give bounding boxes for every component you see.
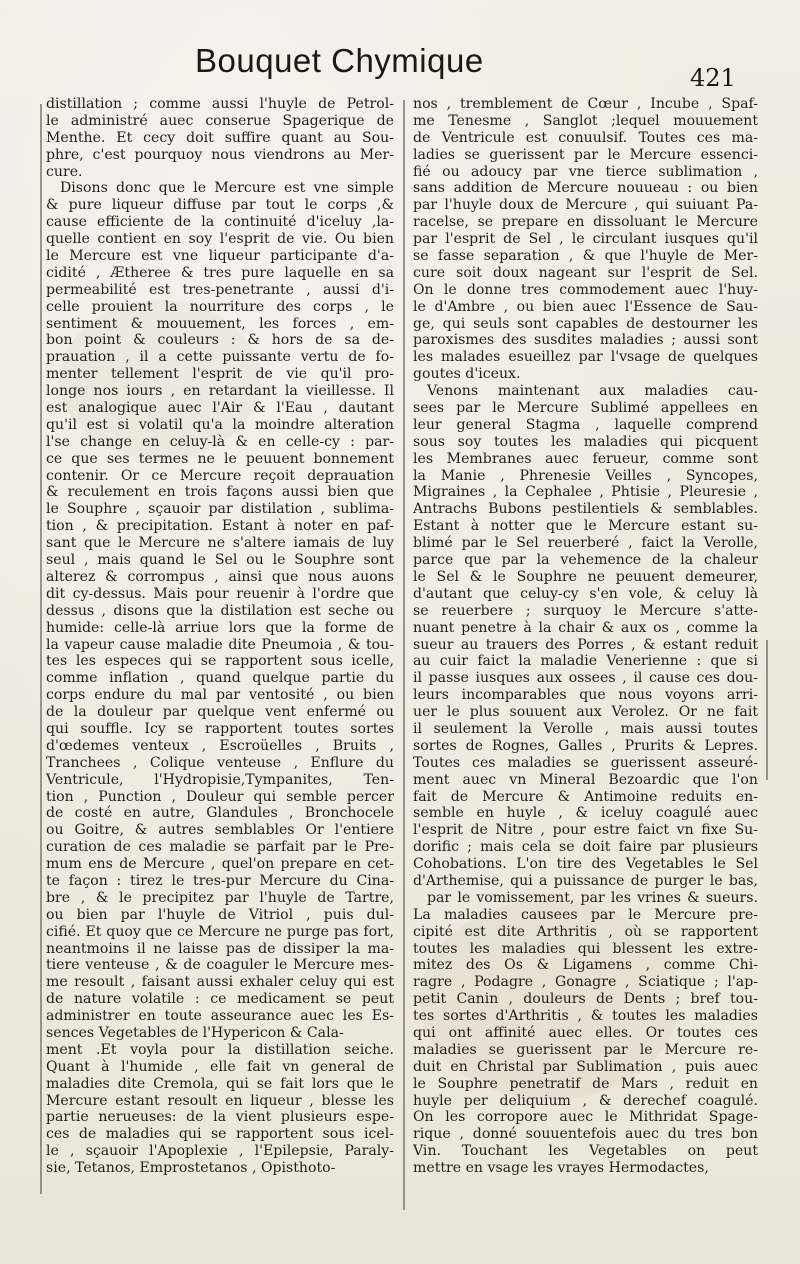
text-line: bon point & couleurs : & hors de sa de- — [46, 332, 394, 349]
text-line: Quant à l'humide , elle fait vn general de — [46, 1058, 394, 1075]
text-line: & reculement en trois façons aussi bien que — [46, 484, 394, 501]
text-line: phre, c'est pourquoy nous viendrons au Mer- — [46, 146, 394, 163]
text-line: l'se change en celuy-là & en celle-cy : par- — [46, 433, 394, 450]
text-line: de nature volatile : ce medicament se peut — [46, 991, 394, 1008]
text-line: de la douleur par quelque vent enfermé ou — [46, 704, 394, 721]
text-line: semble en huyle , & iceluy coagulé auec — [413, 805, 758, 822]
text-line: On les corropore auec le Mithridat Spage- — [413, 1109, 758, 1126]
text-line: il seulement la Verolle , mais aussi toutes — [413, 720, 758, 737]
text-line: cause efficiente de la continuité d'iceluy ,la- — [46, 214, 394, 231]
text-line: & pure liqueur diffuse par tout le corps ,& — [46, 197, 394, 214]
text-line: dessus , disons que la distilation est seche ou — [46, 602, 394, 619]
text-line: permeabilité est tres-penetrante , aussi d'i- — [46, 281, 394, 298]
text-line: huyle per deliquium , & derechef coagulé. — [413, 1092, 758, 1109]
text-line: sous soy toutes les maladies qui picquent — [413, 433, 758, 450]
text-line: Disons donc que le Mercure est vne simple — [60, 180, 394, 197]
text-line: cifié. Et quoy que ce Mercure ne purge pas fort, — [46, 923, 394, 940]
text-line: Tranchees , Colique venteuse , Enflure du — [46, 754, 394, 771]
text-line: ment .Et voyla pour la distillation seiche. — [46, 1041, 394, 1058]
text-line: le Souphre penetratif de Mars , reduit en — [413, 1075, 758, 1092]
text-line: d'autant que celuy-cy s'en vole, & celuy là — [413, 585, 758, 602]
text-line: uer le plus souuent aux Verolez. Or ne fait — [413, 704, 758, 721]
text-line: fait de Mercure & Antimoine reduits en- — [413, 788, 758, 805]
text-line: petit Canin , douleurs de Dents ; bref tou- — [413, 991, 758, 1008]
text-line: contenir. Or ce Mercure reçoit deprauation — [46, 467, 394, 484]
text-line: il passe iusques aux ossees , il cause ces dou- — [413, 670, 758, 687]
text-line: se reuerbere ; surquoy le Mercure s'atte- — [413, 602, 758, 619]
text-line: menter tellement l'esprit de vie qu'il pro- — [46, 366, 394, 383]
text-line: distillation ; comme aussi l'huyle de Petrol- — [46, 96, 394, 112]
text-line: les Membranes auec ferueur, comme sont — [413, 450, 758, 467]
text-line: les malades esueillez par l'vsage de quelques — [413, 349, 758, 366]
text-line: ces de maladies qui se rapportent sous icel- — [46, 1126, 394, 1143]
text-line: racelse, se prepare en dissoluant le Mercure — [413, 214, 758, 231]
text-line: sences Vegetables de l'Hypericon & Cala- — [46, 1024, 344, 1041]
text-line: le administré auec conserue Spagerique de — [46, 112, 394, 129]
text-line: Venons maintenant aux maladies cau- — [427, 383, 758, 400]
text-line: quelle contient en soy l'esprit de vie. Ou bien — [46, 231, 394, 248]
text-line: de costé en autre, Glandules , Bronchocele — [46, 805, 394, 822]
text-line: ou Goitre, & autres semblables Or l'entiere — [46, 822, 394, 839]
page-number: 421 — [690, 64, 736, 92]
text-line: se fasse separation , & que l'huyle de Mer- — [413, 248, 758, 265]
text-line: au cuir faict la maladie Venerienne : que si — [413, 653, 758, 670]
text-line: sueur au trauers des Porres , & estant reduit — [413, 636, 758, 653]
text-line: Vin. Touchant les Vegetables on peut — [413, 1143, 758, 1160]
text-line: comme inflation , quand quelque partie du — [46, 670, 394, 687]
text-line: humide: celle-là arriue lors que la forme de — [46, 619, 394, 636]
text-line: cure. — [46, 163, 83, 180]
text-line: d'œdemes venteux , Escroüelles , Bruits , — [46, 737, 394, 754]
text-line: bre , & le precipitez par l'huyle de Tartre, — [46, 889, 394, 906]
right-margin-rule — [766, 640, 768, 780]
text-line: ou bien par l'huyle de Vitriol , puis dul- — [46, 906, 394, 923]
text-line: me resoult , faisant aussi exhaler celuy qui est — [46, 974, 394, 991]
text-line: leur general Stagma , laquelle comprend — [413, 416, 758, 433]
text-line: Toutes ces maladies se guerissent asseuré- — [413, 754, 758, 771]
text-line: La maladies causees par le Mercure pre- — [413, 906, 758, 923]
running-head — [0, 38, 800, 98]
text-line: sentiment & mouuement, les forces , em- — [46, 315, 394, 332]
column-divider — [403, 100, 405, 1210]
text-line: dit cy-dessus. Mais pour reuenir à l'ordre que — [46, 585, 394, 602]
text-line: Cohobations. L'on tire des Vegetables le Sel — [413, 856, 758, 873]
text-line: sant que le Mercure ne s'altere iamais de luy — [46, 535, 394, 552]
text-line: nos , tremblement de Cœur , Incube , Spaf- — [413, 96, 758, 112]
text-line: par le vomissement, par les vrines & sueurs. — [427, 889, 758, 906]
text-line: tes sortes d'Arthritis , & toutes les maladies — [413, 1008, 758, 1025]
text-line: alterez & corrompus , ainsi que nous auons — [46, 568, 394, 585]
text-line: curation de ces maladie se parfait par le Pre- — [46, 839, 394, 856]
text-line: administrer en toute asseurance auec les Es- — [46, 1008, 394, 1025]
text-line: par l'huyle doux de Mercure , qui suiuant Pa- — [413, 197, 758, 214]
text-line: ment auec vn Mineral Bezoardic que l'on — [413, 771, 758, 788]
text-line: mettre en vsage les vrayes Hermodactes, — [413, 1160, 709, 1177]
text-line: le Mercure est vne liqueur participante d'a- — [46, 248, 394, 265]
text-line: leurs incomparables que nous voyons arri- — [413, 687, 758, 704]
text-line: le d'Ambre , ou bien auec l'Essence de Sau- — [413, 298, 758, 315]
text-line: seul , mais quand le Sel ou le Souphre sont — [46, 552, 394, 569]
text-line: parce que par la vehemence de la chaleur — [413, 552, 758, 569]
text-line: ladies se guerissent par le Mercure essenci- — [413, 146, 758, 163]
text-line: me Tenesme , Sanglot ;lequel mouuement — [413, 112, 758, 129]
text-line: qui ont affinité auec elles. Or toutes ces — [413, 1024, 758, 1041]
text-line: par l'esprit de Sel , le circulant iusques qu'il — [413, 231, 758, 248]
text-line: dorific ; mais cela se doit faire par plusieurs — [413, 839, 758, 856]
text-line: est analogique auec l'Air & l'Eau , dautant — [46, 400, 394, 417]
text-line: tion , Punction , Douleur qui semble percer — [46, 788, 394, 805]
left-text-column — [46, 96, 394, 1177]
text-line: ragre , Podagre , Gonagre , Sciatique ; l'ap- — [413, 974, 758, 991]
page-title: Bouquet Chymique — [195, 42, 484, 79]
text-line: qui souffle. Icy se rapportent toutes sortes — [46, 720, 394, 737]
text-line: le Sel & le Souphre ne peuuent demeurer, — [413, 568, 758, 585]
text-line: duit en Christal par Sublimation , puis auec — [413, 1058, 758, 1075]
text-line: ge, qui seuls sont capables de destourner les — [413, 315, 758, 332]
text-line: tion , & precipitation. Estant à noter en paf- — [46, 518, 394, 535]
text-line: celle prouient la nourriture des corps , le — [46, 298, 394, 315]
text-line: Estant à notter que le Mercure estant su- — [413, 518, 758, 535]
text-line: corps endure du mal par ventosité , ou bien — [46, 687, 394, 704]
text-line: fié ou adoucy par vne tierce sublimation , — [413, 163, 758, 180]
text-line: de Ventricule est conuulsif. Toutes ces ma- — [413, 129, 758, 146]
text-line: te façon : tirez le tres-pur Mercure du Cina- — [46, 872, 394, 889]
text-line: mitez des Os & Ligamens , comme Chi- — [413, 957, 758, 974]
text-line: qu'il est si volatil qu'a la moindre alteration — [46, 416, 394, 433]
text-line: maladies dite Cremola, qui se fait lors que le — [46, 1075, 394, 1092]
text-line: la vapeur cause maladie dite Pneumoia , & tou- — [46, 636, 394, 653]
text-line: Migraines , la Cephalee , Phtisie , Pleuresie , — [413, 484, 758, 501]
text-line: le , sçauoir l'Apoplexie , l'Epilepsie, Paraly- — [46, 1143, 394, 1160]
text-line: longe nos iours , en retardant la vieillesse. Il — [46, 383, 394, 400]
text-line: maladies se guerissent par le Mercure re- — [413, 1041, 758, 1058]
text-line: le Souphre , sçauoir par distilation , sublima- — [46, 501, 394, 518]
text-line: cure soit doux nageant sur l'esprit de Sel. — [413, 264, 758, 281]
text-line: la Manie , Phrenesie Veilles , Syncopes, — [413, 467, 758, 484]
text-line: nuant penetre à la chair & aux os , comme la — [413, 619, 758, 636]
right-text-column — [413, 96, 758, 1177]
text-line: tes les especes qui se rapportent sous icelle, — [46, 653, 394, 670]
text-line: toutes les maladies qui blessent les extre- — [413, 940, 758, 957]
text-line: cidité , Ætheree & tres pure laquelle en sa — [46, 264, 394, 281]
text-line: mum ens de Mercure , quel'on prepare en cet- — [46, 856, 394, 873]
text-line: sees par le Mercure Sublimé appellees en — [413, 400, 758, 417]
text-line: tiere venteuse , & de coaguler le Mercure mes- — [46, 957, 394, 974]
text-line: goutes d'iceux. — [413, 366, 521, 383]
left-margin-rule — [40, 104, 42, 1194]
text-line: On le donne tres commodement auec l'huy- — [413, 281, 758, 298]
text-line: sortes de Rognes, Galles , Prurits & Lepres. — [413, 737, 758, 754]
text-line: partie nerueuses: de la vient plusieurs espe- — [46, 1109, 394, 1126]
text-line: prauation , il a cette puissante vertu de fo- — [46, 349, 394, 366]
text-line: sie, Tetanos, Emprostetanos , Opisthoto- — [46, 1160, 336, 1177]
text-line: Antrachs Bubons pestilentiels & semblables. — [413, 501, 758, 518]
text-line: rique , donné souuentefois auec du tres bon — [413, 1126, 758, 1143]
text-line: Menthe. Et cecy doit suffire quant au Sou- — [46, 129, 394, 146]
text-line: blimé par le Sel reuerberé , faict la Verolle, — [413, 535, 758, 552]
text-line: paroxismes des susdites maladies ; aussi sont — [413, 332, 758, 349]
text-line: Mercure estant resoult en liqueur , blesse les — [46, 1092, 394, 1109]
text-line: l'esprit de Nitre , pour estre faict vn fixe Su- — [413, 822, 758, 839]
text-line: ce que ses termes ne le peuuent bonnement — [46, 450, 394, 467]
text-line: sans addition de Mercure nouueau : ou bien — [413, 180, 758, 197]
text-line: Ventricule, l'Hydropisie,Tympanites, Ten- — [46, 771, 394, 788]
text-line: d'Arthemise, qui a puissance de purger le bas, — [413, 872, 758, 889]
text-line: cipité est dite Arthritis , où se rapportent — [413, 923, 758, 940]
text-line: neantmoins il ne laisse pas de dissiper la ma- — [46, 940, 394, 957]
